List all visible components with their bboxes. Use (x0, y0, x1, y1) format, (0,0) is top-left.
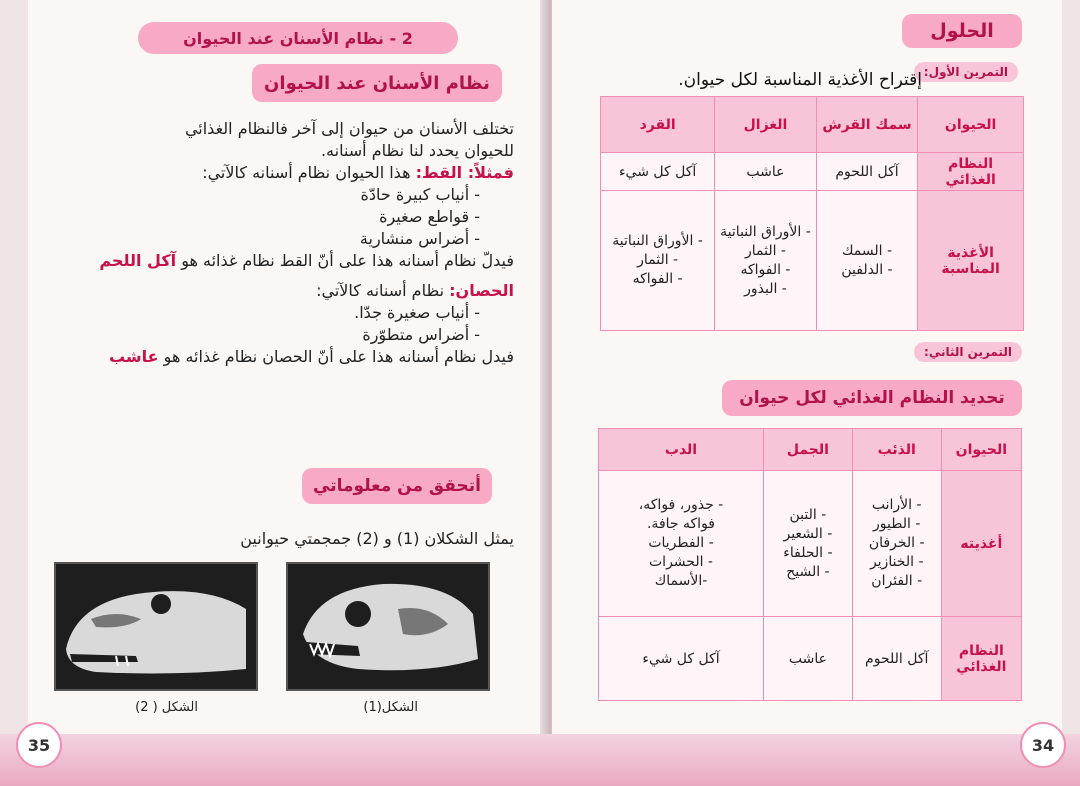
table2-header: الدب (599, 429, 764, 471)
horse-item: - أنياب صغيرة جدّا. (354, 303, 480, 322)
cat-line (48, 162, 514, 184)
exercise-1-title: إقتراح الأغذية المناسبة لكل حيوان. (678, 70, 922, 90)
exercise-1-badge: التمرين الأول: (914, 62, 1018, 82)
table2-cell: آكل اللحوم (852, 617, 941, 701)
table1-cell (601, 191, 715, 331)
food-item: - الفواكه (632, 271, 683, 287)
intro-line-1: تختلف الأسنان من حيوان إلى آخر فالنظام الغذائي (184, 119, 514, 138)
check-title: أتحقق من معلوماتي (313, 476, 481, 496)
figure-2-label: الشكل ( 2) (135, 700, 198, 715)
check-text: يمثل الشكلان (1) و (2) جمجمتي حيوانين (240, 529, 514, 548)
cat-diet: آكل اللحم (99, 251, 177, 270)
table2-cell (599, 471, 764, 617)
pink-bottom-band (0, 734, 1080, 786)
food-item: - الدلفين (841, 261, 893, 278)
figure-1-skull-image (286, 562, 490, 691)
cat-conclusion-line (48, 250, 514, 272)
food-item: - الثمار (637, 252, 679, 268)
food-item: - الشعير (783, 525, 833, 542)
section-title: نظام الأسنان عند الحيوان (264, 72, 490, 94)
table2-header: الجمل (763, 429, 852, 471)
table2-header: الذئب (852, 429, 941, 471)
figure-1-label: الشكل(1) (363, 700, 418, 715)
table2-row-label: النظام الغذائي (941, 617, 1021, 701)
page-34 (552, 0, 1062, 786)
cat-item: - أنياب كبيرة حادّة (360, 185, 480, 204)
table2-row-label: أغذيته (941, 471, 1021, 617)
table2-cell (763, 471, 852, 617)
food-item: - الخنازير (869, 554, 924, 570)
food-item: - الشيح (786, 563, 830, 580)
cat-conclusion: فيدلّ نظام أسنانه هذا على أنّ القط نظام غذائه هو (181, 251, 514, 270)
solutions-title-banner (902, 14, 1022, 48)
page-number-34: 34 (1020, 722, 1066, 768)
food-item: - الخرفان (868, 535, 925, 551)
horse-conclusion-line (48, 346, 514, 368)
horse-line (48, 280, 514, 302)
carnivore-skull-icon (288, 564, 488, 689)
food-item: - الفواكه (740, 261, 791, 278)
food-item: - الفطريات (648, 535, 714, 551)
exercise-2-title-banner (722, 380, 1022, 416)
horse-conclusion: فيدل نظام أسنانه هذا على أنّ الحصان نظام غذائه هو (163, 347, 514, 366)
table2-cell: آكل كل شيء (599, 617, 764, 701)
chapter-title-banner (138, 22, 458, 54)
table2-header: الحيوان (941, 429, 1021, 471)
page-number-35: 35 (16, 722, 62, 768)
chapter-title: 2 - نظام الأسنان عند الحيوان (183, 28, 413, 48)
food-item: - الحشرات (649, 554, 713, 570)
table1-cell (816, 191, 918, 331)
table1-cell: آكل كل شيء (601, 153, 715, 191)
table1-header: سمك القرش (816, 97, 918, 153)
lesson-text (48, 118, 514, 368)
table1-cell (715, 191, 817, 331)
food-item: -الأسماك (654, 573, 708, 589)
page-35 (28, 0, 548, 786)
table2-cell (852, 471, 941, 617)
intro-line-2: للحيوان يحدد لنا نظام أسنانه. (320, 141, 514, 160)
food-item: - التبن (789, 506, 827, 523)
food-item: - الطيور (873, 516, 921, 532)
table1-header: القرد (601, 97, 715, 153)
herbivore-skull-icon (56, 564, 256, 689)
horse-text: نظام أسنانه كالآتي: (316, 281, 445, 300)
food-item: - جذور، فواكه، (638, 497, 724, 513)
food-item: - البذور (744, 280, 787, 297)
cat-item: - قواطع صغيرة (379, 207, 480, 226)
horse-item: - أضراس متطوّرة (362, 325, 480, 344)
figure-2-skull-image (54, 562, 258, 691)
food-item: - الأرانب (871, 497, 922, 513)
food-item: - الفئران (871, 573, 923, 589)
cat-item: - أضراس منشارية (359, 229, 480, 248)
table1-cell: عاشب (715, 153, 817, 191)
food-item: - الحلفاء (783, 544, 833, 561)
solutions-title: الحلول (930, 20, 994, 42)
horse-label: الحصان: (449, 281, 514, 300)
food-item: - الأوراق النباتية (612, 233, 703, 249)
table1-cell: آكل اللحوم (816, 153, 918, 191)
table1-header: الحيوان (918, 97, 1024, 153)
exercise-2-title: تحديد النظام الغذائي لكل حيوان (739, 388, 1005, 408)
table1-row-label: النظام الغذائي (918, 153, 1024, 191)
table1-row-label: الأغذية المناسبة (918, 191, 1024, 331)
food-item: فواكه جافة. (646, 516, 715, 532)
food-item: - السمك (841, 242, 893, 259)
table-1-foods (600, 96, 1024, 331)
horse-diet: عاشب (108, 347, 159, 366)
section-title-banner (252, 64, 502, 102)
cat-label: فمثلاً: القط: (415, 163, 514, 182)
cat-text: هذا الحيوان نظام أسنانه كالآتي: (202, 163, 411, 182)
table2-cell: عاشب (763, 617, 852, 701)
food-item: - الأوراق النباتية (720, 223, 811, 240)
table-2-diets (598, 428, 1022, 701)
food-item: - الثمار (744, 242, 786, 259)
exercise-2-badge: التمرين الثاني: (914, 342, 1022, 362)
table1-header: الغزال (715, 97, 817, 153)
check-title-banner (302, 468, 492, 504)
